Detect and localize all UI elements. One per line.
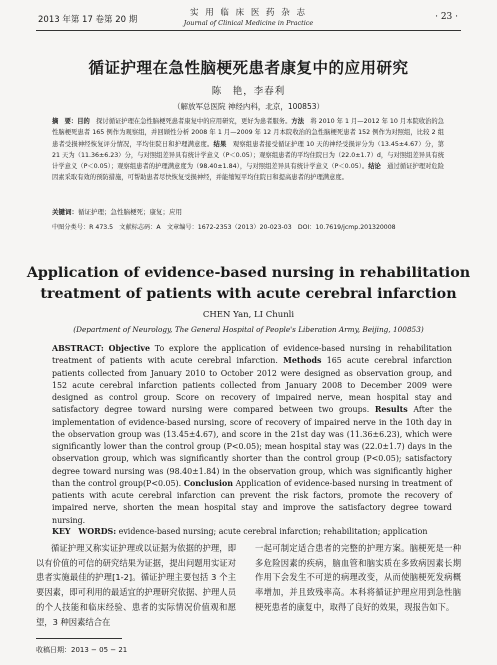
abstract-en (52, 343, 452, 527)
methods-text-en: 165 acute cerebral infarction patients collected from January 2010 to October 2012 were designed as observation group, and 152 acute cerebral infarction patients collected from January 2008 to December 2009 were designed as control group. Score on recovery of impaired nerve, mean hospital stay and satisfactory degree toward nursing were compared between two groups. (52, 356, 452, 415)
results-text-en: After the implementation of evidence-based nursing, score of recovery of impaired nerve in the 10th day in the observation group was (13.45±4.67), and score in the 21st day was (11.36±6.23), which were significantly lower than the control group (P<0.05); mean hospital stay was (22.0±1.7) days in the observation group, which was significantly shorter than the control group (P<0.05); satisfactory degree toward nursing was (98.40±1.84) in the observation group, which was significantly higher than the control group(P<0.05). (52, 405, 452, 488)
results-label-en: Results (374, 405, 408, 415)
journal-name-en: Journal of Clinical Medicine in Practice (183, 19, 314, 27)
conclusion-text-en: Application of evidence-based nursing in treatment of patients with acute cerebral infarction can prevent the risk factors, promote the recovery of impaired nerve, shorten the mean hospital stay and improve the satisfactory degree toward nursing. (52, 478, 452, 525)
journal-masthead (0, 6, 497, 27)
methods-label-en: Methods (283, 356, 322, 366)
abstract-label-en: ABSTRACT: (52, 344, 104, 353)
article-title-en: Application of evidence-based nursing in rehabilitation treatment of patients with acute cerebral infarction (26, 265, 471, 302)
conclusion-label-en: Conclusion (183, 478, 233, 488)
authors-en: CHEN Yan, LI Chunli (202, 310, 295, 320)
keywords-text-en: evidence-based nursing; acute cerebral infarction; rehabilitation; application (116, 527, 428, 536)
classification-line: 中图分类号：R 473.5 文献标志码：A 文章编号：1672-2353（2013）20-023-03 DOI：10.7619/jcmp.201320008 (52, 224, 396, 231)
objective-text-en: To explore the application of evidence-based nursing in rehabilitation treatment of patients with acute cerebral infarction. (52, 344, 452, 366)
conclusion-label-cn: 结论 (368, 163, 381, 171)
body-column-right: 一起可制定适合患者的完整的护理方案。脑梗死是一种多危险因素的疾病，脑血管和脑实质在多致病因素长期作用下会发生不可逆的病理改变，从而使脑梗死发病概率增加，并且致残率高。本科将循证护理应用到急性脑梗死患者的康复中，取得了良好的效果，现报告如下。 (255, 543, 461, 612)
methods-text-cn: 将 2010 年 1 月—2012 年 10 月本院收治的急性脑梗死患者 165 例作为观察组，并回顾性分析 2008 年 1 月—2009 年 12 月本院收治的急性脑梗死患者 152 例作为对照组，比较 2 组患者受损神经恢复评分情况，平均住院日和护理满意度。 (52, 118, 445, 148)
authors-cn: 陈 艳，李春利 (211, 86, 286, 97)
methods-label-cn: 方法 (291, 118, 305, 125)
keywords-label-cn: 关键词： (52, 208, 78, 216)
body-column-left: 循证护理又称实证护理或以证据为依据的护理，即以有价值的可信的研究结果为证据，提出问题用实证对患者实施最佳的护理[1-2]。循证护理主要包括 3 个主要因素，即可利用的最适宜的护理研究依据、护理人员的个人技能和临床经验、患者的实际情况价值观和愿望，3 种因素结合在 (36, 543, 236, 627)
article-title-cn: 循证护理在急性脑梗死患者康复中的应用研究 (88, 59, 409, 77)
objective-label-cn: 目的 (77, 118, 90, 125)
abstract-label-cn: 摘 要： (52, 118, 78, 125)
running-header-issue: 2013 年第 17 卷第 20 期 (38, 15, 138, 25)
footnote-rule (36, 638, 122, 639)
conclusion-text-cn: 通过循证护理对危险因素采取有效的预防措施，可帮助患者尽快恢复受损神经，并能缩短平均住院日和提高患者的护理满意度。 (52, 163, 445, 182)
journal-name-cn: 实 用 临 床 医 药 杂 志 (190, 8, 307, 18)
keywords-label-en: KEY WORDS: (52, 527, 117, 536)
keywords-cn (52, 207, 444, 216)
keywords-en (52, 526, 452, 537)
results-label-cn: 结果 (213, 140, 227, 148)
affiliation-en: (Department of Neurology, The General Hospital of People's Liberation Army, Beijing, 100853) (73, 325, 424, 334)
abstract-cn (52, 116, 444, 184)
received-date-footnote: 收稿日期：2013 − 05 − 21 (36, 646, 128, 654)
results-text-cn: 观察组患者接受循证护理 10 天的神经受损评分为（13.45±4.67）分，第 21 天为（11.36±6.23）分，与对照组差异具有统计学意义（P＜0.05）；观察组患者的平均住院日为（22.0±1.7）d，与对照组差异具有统计学意义（P＜0.05）；观察组患者的护理满意度为（98.40±1.84），与对照组差异具有统计学意义（P＜0.05）。 (52, 140, 445, 171)
page-number: · 23 · (435, 12, 458, 22)
objective-text-cn: 探讨循证护理在急性脑梗死患者康复中的应用研究，更好为患者服务。 (89, 118, 292, 125)
affiliation-cn: （解放军总医院 神经内科，北京，100853） (172, 102, 324, 111)
header-rule (36, 30, 461, 31)
objective-label-en: Objective (108, 344, 150, 353)
keywords-text-cn: 循证护理；急性脑梗死；康复；应用 (78, 208, 182, 216)
